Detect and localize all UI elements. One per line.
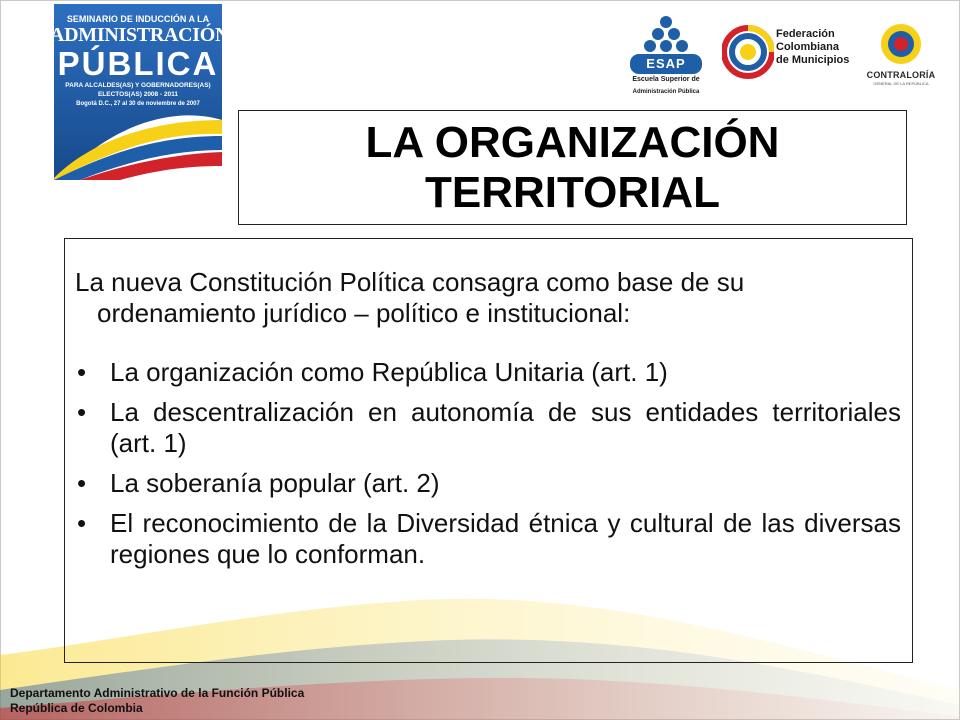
- badge-line-2: ADMINISTRACIÓN: [50, 24, 230, 46]
- bullet-text: La organización como República Unitaria (art. 1): [110, 357, 668, 387]
- slide-title: [239, 118, 906, 218]
- badge-line-6: Bogotá D.C., 27 al 30 de noviembre de 2007: [76, 101, 200, 107]
- esap-subtitle: Administración Pública: [632, 89, 700, 95]
- badge-line-4: PARA ALCALDES(AS) Y GOBERNADORES(AS): [65, 82, 211, 89]
- bullet-item: [75, 357, 901, 388]
- contraloria-emblem-icon: [860, 22, 942, 68]
- badge-line-1: SEMINARIO DE INDUCCIÓN A LA: [66, 14, 210, 24]
- bullet-list: [75, 357, 901, 570]
- seminar-badge-logo: [50, 2, 230, 180]
- bullet-marker: •: [77, 468, 87, 498]
- footer-line-1: Departamento Administrativo de la Función Pública: [10, 686, 305, 700]
- bullet-text: La soberanía popular (art. 2): [110, 468, 440, 498]
- bullet-marker: •: [77, 397, 87, 427]
- fcm-text: [776, 28, 856, 67]
- bullet-item: [75, 508, 901, 570]
- contraloria-name: CONTRALORÍA: [866, 70, 936, 80]
- bullet-marker: •: [77, 357, 87, 387]
- fcm-line-3: de Municipios: [776, 54, 850, 66]
- contraloria-subtitle: GENERAL DE LA REPÚBLICA: [873, 81, 929, 86]
- bullet-item: [75, 468, 901, 499]
- title-line-2: TERRITORIAL: [425, 167, 720, 217]
- federacion-municipios-logo: [722, 24, 850, 84]
- bullet-item: [75, 397, 901, 459]
- content-box: [64, 238, 913, 663]
- esap-logo: [612, 14, 720, 94]
- footer-credits: [10, 686, 410, 716]
- bullet-text: La descentralización en autonomía de sus entidades territoriales (art. 1): [110, 397, 901, 458]
- slide-title-box: [238, 110, 907, 225]
- fcm-line-1: Federación: [776, 28, 835, 40]
- title-line-1: LA ORGANIZACIÓN: [365, 117, 780, 167]
- esap-wordmark: ESAP: [646, 56, 686, 71]
- content-body: [75, 267, 901, 579]
- badge-line-3: PÚBLICA: [57, 45, 219, 82]
- bullet-text: El reconocimiento de la Diversidad étnica y cultural de las diversas regiones que lo conforman.: [110, 508, 901, 569]
- intro-paragraph: La nueva Constitución Política consagra como base de su ordenamiento jurídico – político e institucional:: [75, 267, 745, 328]
- contraloria-logo: [860, 22, 942, 92]
- badge-line-5: ELECTOS(AS) 2008 - 2011: [97, 91, 179, 98]
- fcm-line-2: Colombiana: [776, 41, 839, 53]
- bullet-marker: •: [77, 508, 87, 538]
- footer-line-2: República de Colombia: [10, 701, 143, 715]
- fcm-spiral-icon: [722, 24, 774, 80]
- esap-name: Escuela Superior de: [632, 76, 700, 83]
